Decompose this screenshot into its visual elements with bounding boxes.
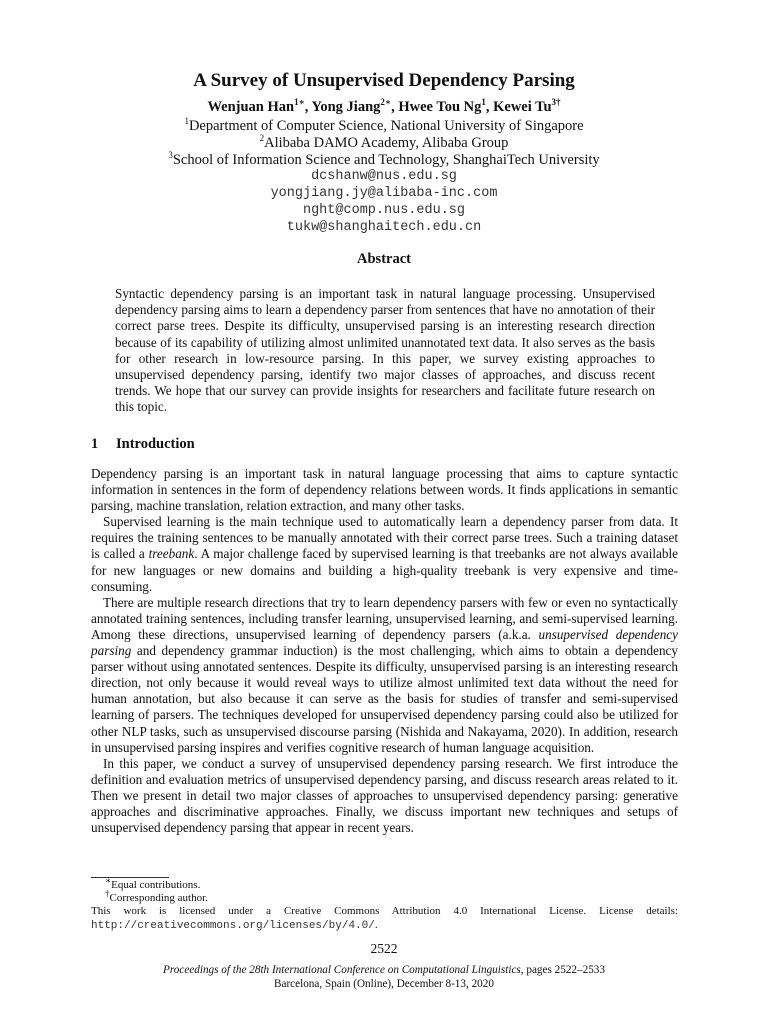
proceedings-pages: , pages 2522–2533 — [520, 964, 605, 976]
affiliation — [0, 135, 768, 152]
footnote-text: Equal contributions. — [111, 879, 201, 891]
paragraph: In this paper, we conduct a survey of unsupervised dependency parsing research. We first introduce the definition and evaluation metrics of unsupervised dependency parsing, and discuss research areas related to it. Then we present in detail two major classes of approaches to unsupervised dependency parsing: generative approaches and discriminative approaches. Finally, we discuss important new techniques and setups of unsupervised dependency parsing that appear in recent years. — [91, 755, 678, 836]
venue-line: Barcelona, Spain (Online), December 8-13, 2020 — [274, 978, 494, 990]
affiliation-text: Alibaba DAMO Academy, Alibaba Group — [264, 135, 509, 151]
affiliation — [0, 152, 768, 169]
proceedings-name: Proceedings of the 28th International Conference on Computational Linguistics — [163, 964, 521, 976]
author-email[interactable]: yongjiang.jy@alibaba-inc.com — [270, 186, 498, 201]
author-email[interactable]: nght@comp.nus.edu.sg — [302, 203, 466, 218]
author-mark: 3† — [551, 97, 561, 108]
page-number: 2522 — [370, 941, 398, 956]
affiliation-text: Department of Computer Science, National University of Singapore — [188, 118, 584, 134]
abstract-text: Syntactic dependency parsing is an important task in natural language processing. Unsupervised dependency parsing aims to learn a dependency parser from sentences that have no annotation of their correct parse trees. Despite its difficulty, unsupervised parsing is an interesting research direction because of its capability of utilizing almost unlimited unannotated text data. It also serves as the basis for other research in low-resource parsing. In this paper, we survey existing approaches to unsupervised dependency parsing, identify two major classes of approaches, and discuss recent trends. We hope that our survey can provide insights for researchers and facilitate future research on this topic. — [115, 286, 655, 415]
footnote — [91, 875, 678, 892]
footnote-text: Corresponding author. — [109, 892, 208, 905]
emphasis-term: unsupervised dependency parsing — [91, 626, 678, 659]
section-heading — [91, 436, 195, 453]
paragraph-text: . A major challenge faced by supervised learning is that treebanks are not always available for new languages or new domains and building a high-quality treebank is very expensive and time-consuming. — [91, 546, 678, 594]
author-name: Yong Jiang — [311, 99, 381, 115]
affiliation-mark: 1 — [184, 116, 189, 127]
author-email[interactable]: dcshanw@nus.edu.sg — [311, 169, 457, 184]
affiliation-mark: 3 — [168, 150, 173, 161]
author-email[interactable]: tukw@shanghaitech.edu.cn — [286, 220, 482, 235]
emphasis-term: treebank — [148, 546, 195, 562]
author-name: Kewei Tu — [493, 99, 552, 115]
footnote-rule — [91, 877, 169, 878]
paragraph-text: and dependency grammar induction) is the most challenging, which aims to obtain a dependency parser without using annotated sentences. Despite its difficulty, unsupervised parsing is an interesting research direction, not only because it would reveal ways to utilize almost unlimited text data without the need for human annotation, but also because it can serve as the basis for studies of transfer and semi-supervised learning of parsers. The techniques developed for unsupervised dependency parsing could also be utilized for other NLP tasks, such as unsupervised discourse parsing (Nishida and Nakayama, 2020). In addition, research in unsupervised parsing inspires and verifies cognitive research of human language acquisition. — [91, 643, 678, 755]
author-mark: 2∗ — [380, 97, 392, 108]
affiliation-text: School of Information Science and Technology, ShanghaiTech University — [172, 152, 600, 168]
paragraph — [91, 595, 678, 756]
paragraph-text: There are multiple research directions that try to learn dependency parsers with few or even no syntactically annotated training sentences, including transfer learning, unsupervised learning, and semi-supervised learning. Among these directions, unsupervised learning of dependency parsers (a.k.a. — [91, 594, 678, 642]
paragraph: Dependency parsing is an important task in natural language processing that aims to capture syntactic information in sentences in the form of dependency relations between words. It finds applications in semantic parsing, machine translation, relation extraction, and many other tasks. — [91, 466, 678, 514]
paragraph — [91, 514, 678, 594]
section-number: 1 — [91, 436, 99, 452]
section-title: Introduction — [116, 436, 195, 452]
author-name: Wenjuan Han — [207, 99, 295, 115]
paragraph-text: Supervised learning is the main technique used to automatically learn a dependency parser from data. It requires the training sentences to be manually annotated with their correct parse trees. Such a training dataset is called a — [91, 514, 678, 562]
footnotes — [91, 875, 678, 933]
author-mark: 1∗ — [294, 97, 305, 108]
body-text — [91, 466, 678, 836]
license-text: This work is licensed under a Creative Commons Attribution 4.0 International License. License details: — [91, 905, 678, 918]
license-link[interactable]: http://creativecommons.org/licenses/by/4.0/ — [91, 919, 375, 932]
author-name: Hwee Tou Ng — [398, 99, 482, 115]
license-note — [91, 905, 678, 932]
footnote — [91, 888, 678, 905]
author-mark: 1 — [481, 97, 486, 108]
footnote-mark: ∗ — [105, 875, 112, 886]
affiliation-mark: 2 — [259, 133, 265, 144]
paper-title: A Survey of Unsupervised Dependency Parsing — [193, 70, 575, 91]
author-list: Wenjuan Han$^{1∗}$, Yong Jiang$^{2∗}$, Hwee Tou Ng$^1$, Kewei $Tu^{3\dagger}$ — [207, 97, 561, 115]
license-end: . — [374, 918, 378, 931]
affiliation — [0, 118, 768, 135]
proceedings-footer — [0, 963, 768, 991]
footnote-mark: † — [105, 888, 110, 899]
proceedings-line — [0, 963, 768, 977]
abstract-heading: Abstract — [357, 251, 411, 267]
